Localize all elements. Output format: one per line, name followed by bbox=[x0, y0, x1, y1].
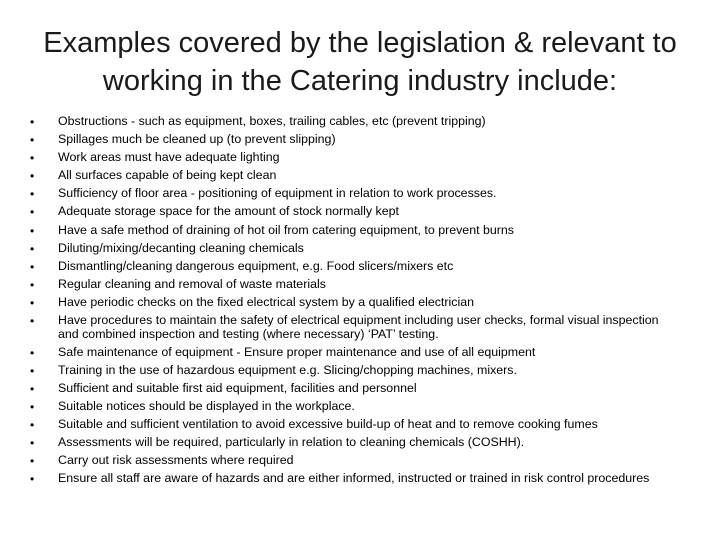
list-item-text: Diluting/mixing/decanting cleaning chemicals bbox=[58, 240, 304, 255]
list-item-text: Carry out risk assessments where required bbox=[58, 453, 294, 468]
bullet-dot-icon: • bbox=[30, 436, 35, 451]
list-item bbox=[30, 276, 670, 294]
bullet-dot-icon: • bbox=[30, 133, 35, 148]
list-item bbox=[30, 167, 670, 185]
bullet-dot-icon: • bbox=[30, 277, 35, 292]
list-item-text: Have a safe method of draining of hot oil from catering equipment, to prevent burns bbox=[58, 222, 514, 237]
bullet-dot-icon: • bbox=[30, 418, 35, 432]
list-item-text: Have periodic checks on the fixed electrical system by a qualified electrician bbox=[58, 294, 474, 309]
bullet-dot-icon: • bbox=[30, 381, 35, 396]
bullet-dot-icon: • bbox=[30, 472, 35, 487]
list-item-text: Adequate storage space for the amount of stock normally kept bbox=[58, 204, 399, 219]
bullet-dot-icon: • bbox=[30, 454, 35, 469]
list-item bbox=[30, 344, 670, 362]
list-item bbox=[30, 380, 670, 398]
bullet-dot-icon: • bbox=[30, 345, 35, 360]
list-item-text: Sufficient and suitable first aid equipment, facilities and personnel bbox=[58, 380, 417, 395]
list-item bbox=[30, 452, 670, 470]
list-item bbox=[30, 185, 670, 203]
slide-title: Examples covered by the legislation & relevant to working in the Catering industry include: bbox=[43, 27, 677, 97]
bullet-dot-icon: • bbox=[30, 259, 35, 274]
list-item-text: Training in the use of hazardous equipment e.g. Slicing/chopping machines, mixers. bbox=[58, 362, 517, 377]
bullet-dot-icon: • bbox=[30, 241, 35, 256]
list-item-text: Spillages much be cleaned up (to prevent slipping) bbox=[58, 132, 336, 147]
bullet-dot-icon: • bbox=[30, 295, 35, 310]
list-item-text: Dismantling/cleaning dangerous equipment, e.g. Food slicers/mixers etc bbox=[58, 258, 454, 273]
bullet-dot-icon: • bbox=[30, 115, 35, 129]
list-item bbox=[30, 240, 670, 258]
list-item-text: Assessments will be required, particularly in relation to cleaning chemicals (COSHH). bbox=[58, 435, 525, 450]
list-item bbox=[30, 149, 670, 167]
list-item bbox=[30, 131, 670, 149]
list-item-text: Safe maintenance of equipment - Ensure proper maintenance and use of all equipment bbox=[58, 344, 536, 359]
list-item bbox=[30, 398, 670, 416]
bullet-dot-icon: • bbox=[30, 399, 35, 414]
list-item-text: Obstructions - such as equipment, boxes, trailing cables, etc (prevent tripping) bbox=[58, 114, 486, 128]
list-item bbox=[30, 362, 670, 380]
bullet-dot-icon: • bbox=[30, 314, 35, 329]
list-item-text: Suitable notices should be displayed in the workplace. bbox=[58, 398, 355, 413]
bullet-dot-icon: • bbox=[30, 363, 35, 378]
list-item bbox=[30, 203, 670, 221]
list-item bbox=[30, 294, 670, 312]
list-item-text: Work areas must have adequate lighting bbox=[58, 150, 280, 165]
list-item bbox=[30, 222, 670, 240]
list-item-text: Suitable and sufficient ventilation to avoid excessive build-up of heat and to remove cooking fumes bbox=[58, 417, 598, 431]
bullet-dot-icon: • bbox=[30, 187, 35, 202]
list-item bbox=[30, 258, 670, 276]
bullet-dot-icon: • bbox=[30, 169, 35, 184]
list-item bbox=[30, 113, 670, 131]
list-item-text: Have procedures to maintain the safety of electrical equipment including user checks, formal visual inspection and combined inspection and testing (where necessary) ‘PAT’ testing. bbox=[58, 313, 659, 341]
list-item-text: Ensure all staff are aware of hazards and are either informed, instructed or trained in risk control procedures bbox=[58, 471, 650, 486]
list-item bbox=[30, 416, 670, 434]
list-item-text: Sufficiency of floor area - positioning of equipment in relation to work processes. bbox=[58, 186, 497, 201]
list-item bbox=[30, 434, 670, 452]
list-item bbox=[30, 312, 670, 344]
list-item bbox=[30, 470, 670, 488]
list-item-text: All surfaces capable of being kept clean bbox=[58, 168, 277, 183]
bullet-list bbox=[30, 113, 670, 488]
bullet-dot-icon: • bbox=[30, 151, 35, 166]
list-item-text: Regular cleaning and removal of waste materials bbox=[58, 276, 326, 291]
bullet-dot-icon: • bbox=[30, 223, 35, 238]
bullet-dot-icon: • bbox=[30, 205, 35, 220]
